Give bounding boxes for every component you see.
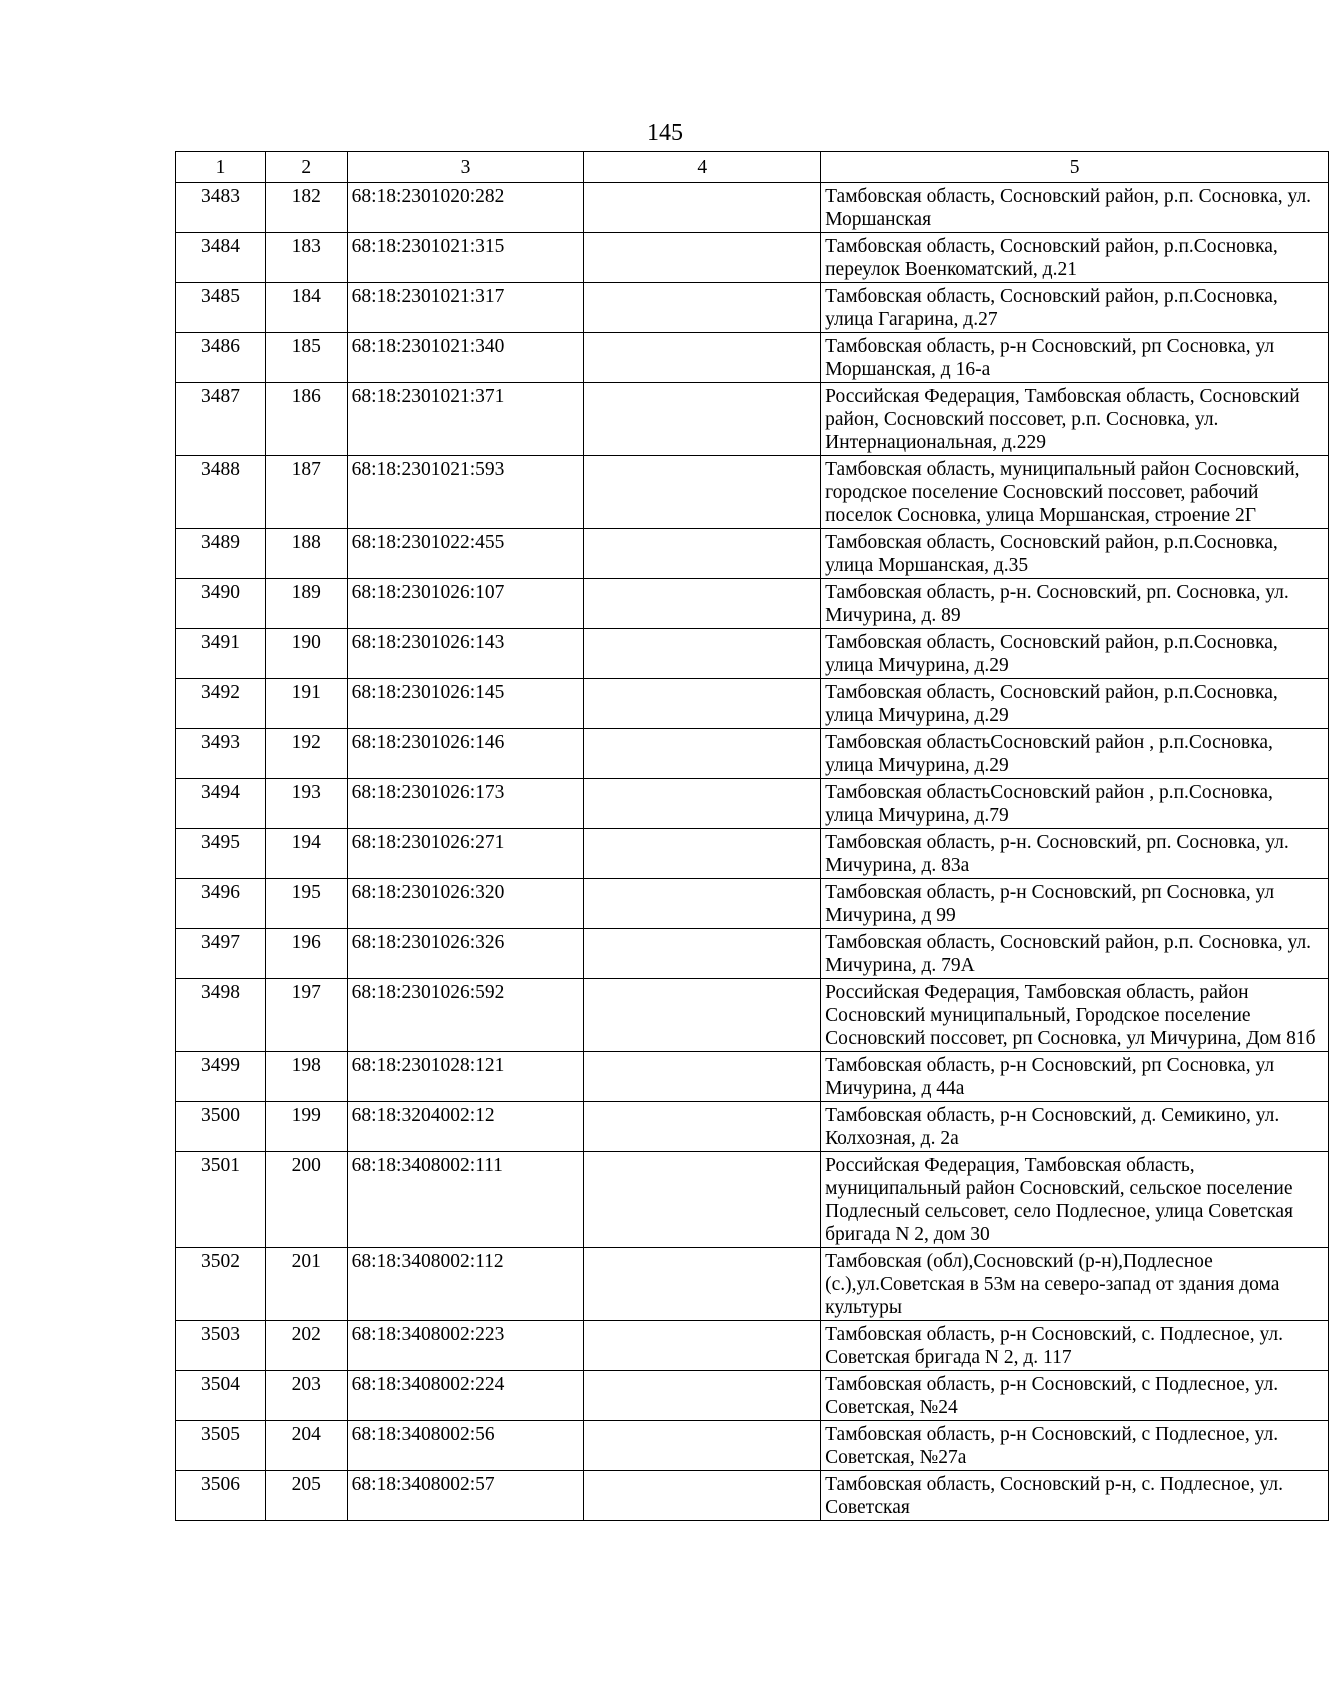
header-col-3: 3 bbox=[347, 152, 584, 183]
address-cell: Тамбовская областьСосновский район , р.п.Сосновка, улица Мичурина, д.29 bbox=[821, 729, 1329, 779]
cadastral-number-cell: 68:18:2301026:145 bbox=[347, 679, 584, 729]
address-cell: Тамбовская область, р-н. Сосновский, рп. Сосновка, ул. Мичурина, д. 83а bbox=[821, 829, 1329, 879]
column-4-cell bbox=[584, 979, 821, 1052]
sequence-cell: 195 bbox=[265, 879, 347, 929]
cadastral-number-cell: 68:18:2301026:143 bbox=[347, 629, 584, 679]
cadastral-number-cell: 68:18:2301028:121 bbox=[347, 1052, 584, 1102]
address-cell: Тамбовская область, р-н Сосновский, с Подлесное, ул. Советская, №24 bbox=[821, 1371, 1329, 1421]
cadastral-number-cell: 68:18:3408002:112 bbox=[347, 1248, 584, 1321]
column-4-cell bbox=[584, 1321, 821, 1371]
table-row bbox=[176, 283, 1329, 333]
table-header bbox=[176, 152, 1329, 183]
column-4-cell bbox=[584, 529, 821, 579]
header-col-1: 1 bbox=[176, 152, 266, 183]
column-4-cell bbox=[584, 1152, 821, 1248]
row-number-cell: 3488 bbox=[176, 456, 266, 529]
property-registry-table bbox=[175, 151, 1329, 1521]
column-4-cell bbox=[584, 779, 821, 829]
column-4-cell bbox=[584, 629, 821, 679]
table-row bbox=[176, 779, 1329, 829]
address-cell: Тамбовская область, Сосновский район, р.п.Сосновка, улица Мичурина, д.29 bbox=[821, 679, 1329, 729]
sequence-cell: 193 bbox=[265, 779, 347, 829]
table-row bbox=[176, 1102, 1329, 1152]
column-4-cell bbox=[584, 1371, 821, 1421]
column-4-cell bbox=[584, 879, 821, 929]
column-4-cell bbox=[584, 929, 821, 979]
row-number-cell: 3492 bbox=[176, 679, 266, 729]
row-number-cell: 3497 bbox=[176, 929, 266, 979]
cadastral-number-cell: 68:18:3408002:111 bbox=[347, 1152, 584, 1248]
address-cell: Тамбовская область, р-н Сосновский, рп Сосновка, ул Мичурина, д 99 bbox=[821, 879, 1329, 929]
sequence-cell: 186 bbox=[265, 383, 347, 456]
column-4-cell bbox=[584, 1052, 821, 1102]
table-row bbox=[176, 729, 1329, 779]
header-col-2: 2 bbox=[265, 152, 347, 183]
cadastral-number-cell: 68:18:2301021:315 bbox=[347, 233, 584, 283]
address-cell: Российская Федерация, Тамбовская область, район Сосновский муниципальный, Городское поселение Сосновский поссовет, рп Сосновка, ул Мичурина, Дом 81б bbox=[821, 979, 1329, 1052]
cadastral-number-cell: 68:18:2301026:592 bbox=[347, 979, 584, 1052]
row-number-cell: 3504 bbox=[176, 1371, 266, 1421]
address-cell: Тамбовская область, Сосновский район, р.п. Сосновка, ул. Мичурина, д. 79А bbox=[821, 929, 1329, 979]
column-4-cell bbox=[584, 579, 821, 629]
sequence-cell: 194 bbox=[265, 829, 347, 879]
address-cell: Тамбовская область, р-н Сосновский, д. Семикино, ул. Колхозная, д. 2а bbox=[821, 1102, 1329, 1152]
cadastral-number-cell: 68:18:2301020:282 bbox=[347, 183, 584, 233]
row-number-cell: 3500 bbox=[176, 1102, 266, 1152]
cadastral-number-cell: 68:18:3408002:224 bbox=[347, 1371, 584, 1421]
row-number-cell: 3493 bbox=[176, 729, 266, 779]
sequence-cell: 197 bbox=[265, 979, 347, 1052]
address-cell: Тамбовская область, р-н Сосновский, с. Подлесное, ул. Советская бригада N 2, д. 117 bbox=[821, 1321, 1329, 1371]
cadastral-number-cell: 68:18:2301021:317 bbox=[347, 283, 584, 333]
sequence-cell: 191 bbox=[265, 679, 347, 729]
table-row bbox=[176, 1421, 1329, 1471]
address-cell: Тамбовская область, Сосновский район, р.п.Сосновка, улица Мичурина, д.29 bbox=[821, 629, 1329, 679]
sequence-cell: 183 bbox=[265, 233, 347, 283]
row-number-cell: 3501 bbox=[176, 1152, 266, 1248]
table-row bbox=[176, 1248, 1329, 1321]
column-4-cell bbox=[584, 283, 821, 333]
table-row bbox=[176, 233, 1329, 283]
row-number-cell: 3506 bbox=[176, 1471, 266, 1521]
table-row bbox=[176, 183, 1329, 233]
cadastral-number-cell: 68:18:2301026:320 bbox=[347, 879, 584, 929]
row-number-cell: 3495 bbox=[176, 829, 266, 879]
row-number-cell: 3491 bbox=[176, 629, 266, 679]
row-number-cell: 3485 bbox=[176, 283, 266, 333]
address-cell: Тамбовская область, муниципальный район Сосновский, городское поселение Сосновский поссовет, рабочий поселок Сосновка, улица Моршанская, строение 2Г bbox=[821, 456, 1329, 529]
table-row bbox=[176, 383, 1329, 456]
row-number-cell: 3494 bbox=[176, 779, 266, 829]
cadastral-number-cell: 68:18:2301022:455 bbox=[347, 529, 584, 579]
table-row bbox=[176, 629, 1329, 679]
sequence-cell: 201 bbox=[265, 1248, 347, 1321]
row-number-cell: 3502 bbox=[176, 1248, 266, 1321]
cadastral-number-cell: 68:18:3408002:57 bbox=[347, 1471, 584, 1521]
cadastral-number-cell: 68:18:2301026:326 bbox=[347, 929, 584, 979]
sequence-cell: 200 bbox=[265, 1152, 347, 1248]
column-4-cell bbox=[584, 183, 821, 233]
cadastral-number-cell: 68:18:2301026:173 bbox=[347, 779, 584, 829]
sequence-cell: 202 bbox=[265, 1321, 347, 1371]
sequence-cell: 198 bbox=[265, 1052, 347, 1102]
cadastral-number-cell: 68:18:3204002:12 bbox=[347, 1102, 584, 1152]
cadastral-number-cell: 68:18:2301026:146 bbox=[347, 729, 584, 779]
table-row bbox=[176, 529, 1329, 579]
sequence-cell: 203 bbox=[265, 1371, 347, 1421]
address-cell: Тамбовская область, р-н Сосновский, рп Сосновка, ул Мичурина, д 44а bbox=[821, 1052, 1329, 1102]
table-row bbox=[176, 579, 1329, 629]
table-row bbox=[176, 1152, 1329, 1248]
column-4-cell bbox=[584, 383, 821, 456]
sequence-cell: 196 bbox=[265, 929, 347, 979]
table-row bbox=[176, 456, 1329, 529]
address-cell: Тамбовская область, Сосновский район, р.п.Сосновка, переулок Военкоматский, д.21 bbox=[821, 233, 1329, 283]
address-cell: Тамбовская область, Сосновский р-н, с. Подлесное, ул. Советская bbox=[821, 1471, 1329, 1521]
sequence-cell: 189 bbox=[265, 579, 347, 629]
address-cell: Российская Федерация, Тамбовская область, Сосновский район, Сосновский поссовет, р.п. Сосновка, ул. Интернациональная, д.229 bbox=[821, 383, 1329, 456]
cadastral-number-cell: 68:18:2301021:340 bbox=[347, 333, 584, 383]
address-cell: Тамбовская областьСосновский район , р.п.Сосновка, улица Мичурина, д.79 bbox=[821, 779, 1329, 829]
sequence-cell: 185 bbox=[265, 333, 347, 383]
table-body bbox=[176, 183, 1329, 1521]
address-cell: Тамбовская область, р-н. Сосновский, рп. Сосновка, ул. Мичурина, д. 89 bbox=[821, 579, 1329, 629]
table-row bbox=[176, 1471, 1329, 1521]
page-number: 145 bbox=[647, 120, 683, 146]
row-number-cell: 3499 bbox=[176, 1052, 266, 1102]
address-cell: Российская Федерация, Тамбовская область, муниципальный район Сосновский, сельское поселение Подлесный сельсовет, село Подлесное, улица Советская бригада N 2, дом 30 bbox=[821, 1152, 1329, 1248]
sequence-cell: 187 bbox=[265, 456, 347, 529]
cadastral-number-cell: 68:18:2301026:107 bbox=[347, 579, 584, 629]
column-4-cell bbox=[584, 1421, 821, 1471]
address-cell: Тамбовская область, Сосновский район, р.п.Сосновка, улица Гагарина, д.27 bbox=[821, 283, 1329, 333]
table-row bbox=[176, 929, 1329, 979]
address-cell: Тамбовская (обл),Сосновский (р-н),Подлесное (с.),ул.Советская в 53м на северо-запад от здания дома культуры bbox=[821, 1248, 1329, 1321]
address-cell: Тамбовская область, р-н Сосновский, рп Сосновка, ул Моршанская, д 16-а bbox=[821, 333, 1329, 383]
table-row bbox=[176, 979, 1329, 1052]
sequence-cell: 199 bbox=[265, 1102, 347, 1152]
header-row bbox=[176, 152, 1329, 183]
column-4-cell bbox=[584, 729, 821, 779]
table-row bbox=[176, 1371, 1329, 1421]
sequence-cell: 205 bbox=[265, 1471, 347, 1521]
sequence-cell: 190 bbox=[265, 629, 347, 679]
sequence-cell: 188 bbox=[265, 529, 347, 579]
sequence-cell: 192 bbox=[265, 729, 347, 779]
address-cell: Тамбовская область, Сосновский район, р.п.Сосновка, улица Моршанская, д.35 bbox=[821, 529, 1329, 579]
row-number-cell: 3490 bbox=[176, 579, 266, 629]
row-number-cell: 3498 bbox=[176, 979, 266, 1052]
column-4-cell bbox=[584, 1471, 821, 1521]
cadastral-number-cell: 68:18:3408002:223 bbox=[347, 1321, 584, 1371]
column-4-cell bbox=[584, 233, 821, 283]
table-row bbox=[176, 679, 1329, 729]
table-row bbox=[176, 1321, 1329, 1371]
column-4-cell bbox=[584, 679, 821, 729]
address-cell: Тамбовская область, р-н Сосновский, с Подлесное, ул. Советская, №27а bbox=[821, 1421, 1329, 1471]
row-number-cell: 3484 bbox=[176, 233, 266, 283]
cadastral-number-cell: 68:18:2301026:271 bbox=[347, 829, 584, 879]
column-4-cell bbox=[584, 333, 821, 383]
table-row bbox=[176, 829, 1329, 879]
table-row bbox=[176, 879, 1329, 929]
sequence-cell: 182 bbox=[265, 183, 347, 233]
cadastral-number-cell: 68:18:2301021:593 bbox=[347, 456, 584, 529]
address-cell: Тамбовская область, Сосновский район, р.п. Сосновка, ул. Моршанская bbox=[821, 183, 1329, 233]
column-4-cell bbox=[584, 829, 821, 879]
row-number-cell: 3505 bbox=[176, 1421, 266, 1471]
column-4-cell bbox=[584, 1248, 821, 1321]
header-col-4: 4 bbox=[584, 152, 821, 183]
row-number-cell: 3489 bbox=[176, 529, 266, 579]
row-number-cell: 3487 bbox=[176, 383, 266, 456]
row-number-cell: 3496 bbox=[176, 879, 266, 929]
cadastral-number-cell: 68:18:2301021:371 bbox=[347, 383, 584, 456]
header-col-5: 5 bbox=[821, 152, 1329, 183]
row-number-cell: 3503 bbox=[176, 1321, 266, 1371]
sequence-cell: 204 bbox=[265, 1421, 347, 1471]
sequence-cell: 184 bbox=[265, 283, 347, 333]
column-4-cell bbox=[584, 456, 821, 529]
cadastral-number-cell: 68:18:3408002:56 bbox=[347, 1421, 584, 1471]
row-number-cell: 3486 bbox=[176, 333, 266, 383]
row-number-cell: 3483 bbox=[176, 183, 266, 233]
table-row bbox=[176, 1052, 1329, 1102]
table-row bbox=[176, 333, 1329, 383]
column-4-cell bbox=[584, 1102, 821, 1152]
